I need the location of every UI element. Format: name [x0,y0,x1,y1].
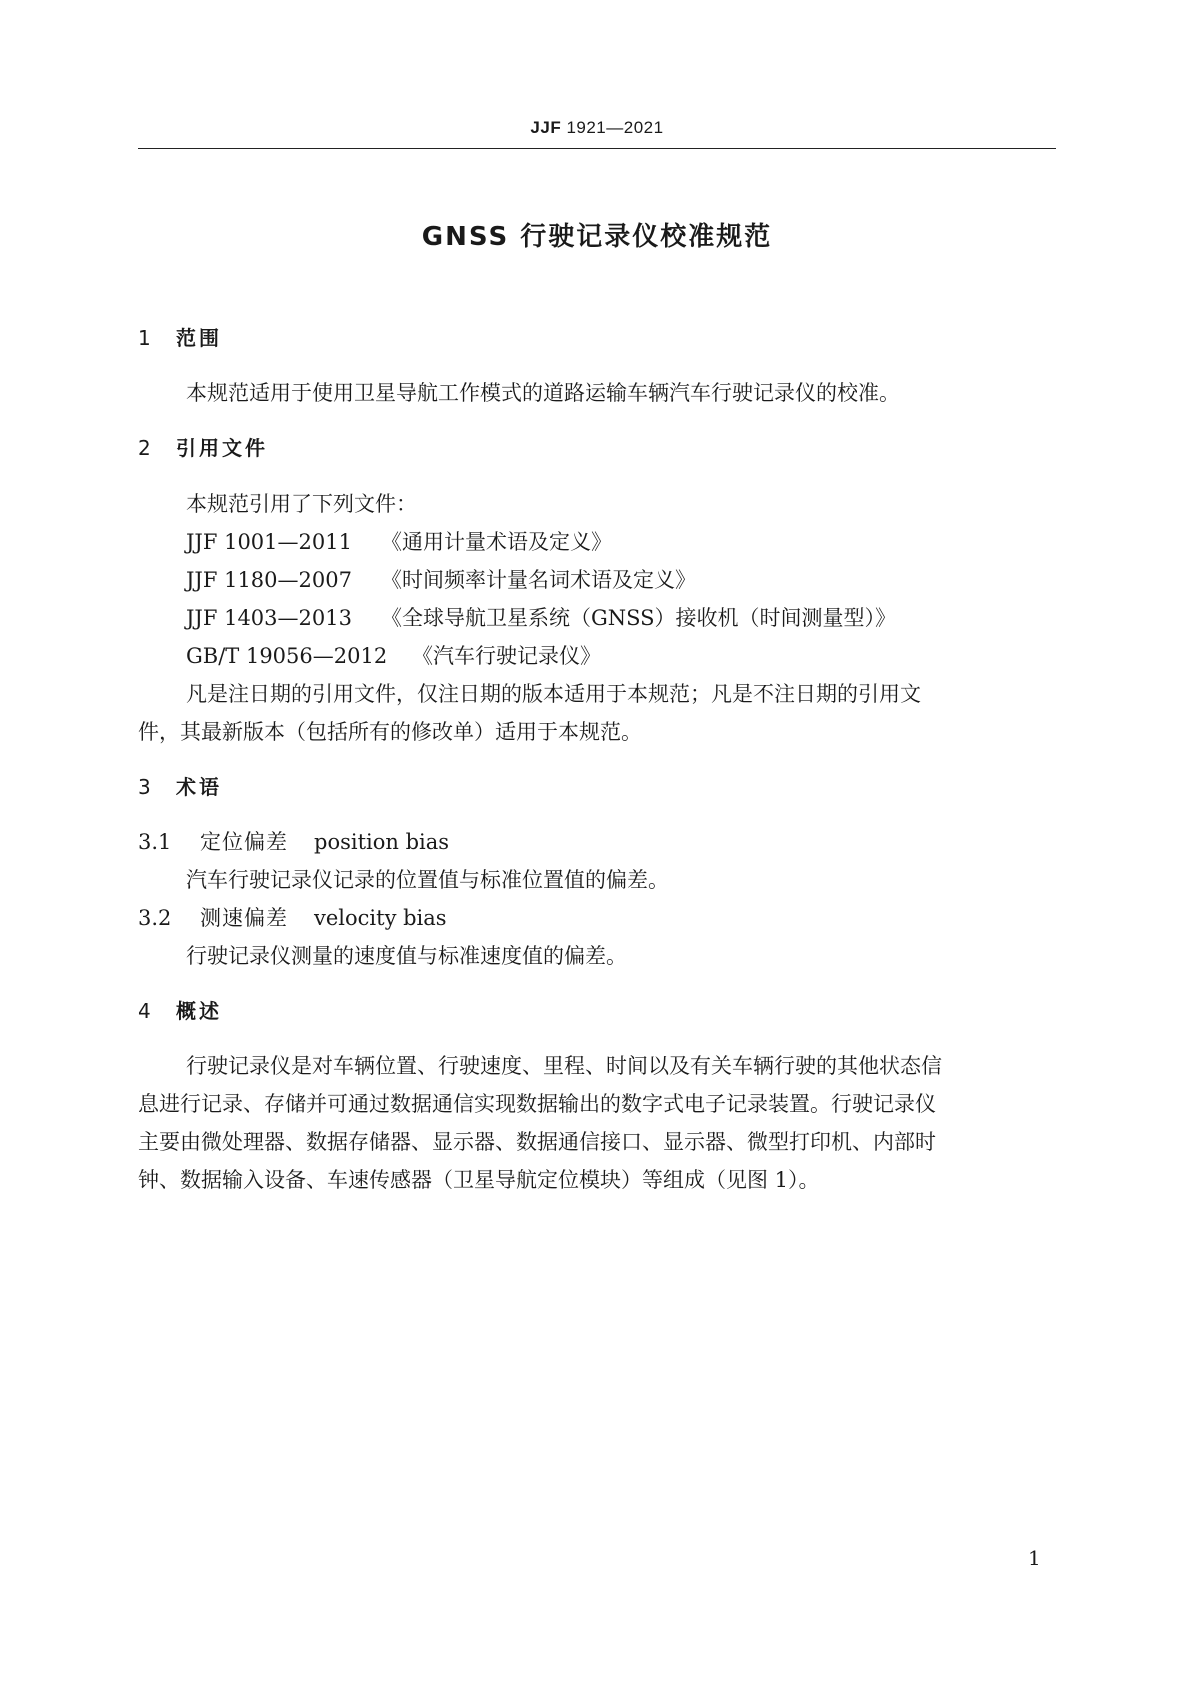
reference-item [186,604,896,632]
section-heading-scope [138,324,222,352]
section-heading-overview [138,997,222,1025]
references-note-line-1: 凡是注日期的引用文件，仅注日期的版本适用于本规范；凡是不注日期的引用文 [186,682,921,706]
section-title: 术语 [176,775,222,799]
reference-name: 《全球导航卫星系统（GNSS）接收机（时间测量型）》 [381,606,897,630]
term-number: 3.1 [138,830,172,854]
scope-body: 本规范适用于使用卫星导航工作模式的道路运输车辆汽车行驶记录仪的校准。 [186,381,900,405]
header-code: 1921—2021 [566,118,664,137]
section-title: 引用文件 [176,436,268,460]
section-title: 概述 [176,999,222,1023]
header-code-prefix: JJF [530,118,562,137]
term-entry [138,904,447,932]
section-number: 1 [138,326,151,350]
reference-name: 《通用计量术语及定义》 [381,530,612,554]
overview-line-1: 行驶记录仪是对车辆位置、行驶速度、里程、时间以及有关车辆行驶的其他状态信 [186,1054,942,1078]
term-entry [138,828,449,856]
reference-item [186,528,612,556]
reference-code: JJF 1001—2011 [186,530,352,554]
reference-item [186,566,696,594]
term-number: 3.2 [138,906,172,930]
reference-name: 《汽车行驶记录仪》 [412,644,601,668]
term-chinese: 定位偏差 [200,830,288,854]
header-rule [138,148,1056,149]
term-english: velocity bias [314,906,447,930]
overview-line-2: 息进行记录、存储并可通过数据通信实现数据输出的数字式电子记录装置。行驶记录仪 [138,1092,936,1116]
overview-line-4: 钟、数据输入设备、车速传感器（卫星导航定位模块）等组成（见图 1）。 [138,1168,820,1192]
section-title: 范围 [176,326,222,350]
term-definition: 行驶记录仪测量的速度值与标准速度值的偏差。 [186,944,627,968]
section-heading-references [138,434,268,462]
section-number: 4 [138,999,151,1023]
reference-code: GB/T 19056—2012 [186,644,388,668]
section-heading-terms [138,773,222,801]
reference-code: JJF 1403—2013 [186,606,352,630]
term-definition: 汽车行驶记录仪记录的位置值与标准位置值的偏差。 [186,868,669,892]
term-chinese: 测速偏差 [200,906,288,930]
reference-name: 《时间频率计量名词术语及定义》 [381,568,696,592]
running-header [138,118,1056,138]
page-number: 1 [1028,1546,1041,1570]
section-number: 2 [138,436,151,460]
term-english: position bias [314,830,450,854]
reference-item [186,642,601,670]
references-note-line-2: 件，其最新版本（包括所有的修改单）适用于本规范。 [138,720,642,744]
reference-code: JJF 1180—2007 [186,568,352,592]
document-title: GNSS 行驶记录仪校准规范 [421,222,773,252]
section-number: 3 [138,775,151,799]
overview-line-3: 主要由微处理器、数据存储器、显示器、数据通信接口、显示器、微型打印机、内部时 [138,1130,936,1154]
references-intro: 本规范引用了下列文件： [186,492,417,516]
